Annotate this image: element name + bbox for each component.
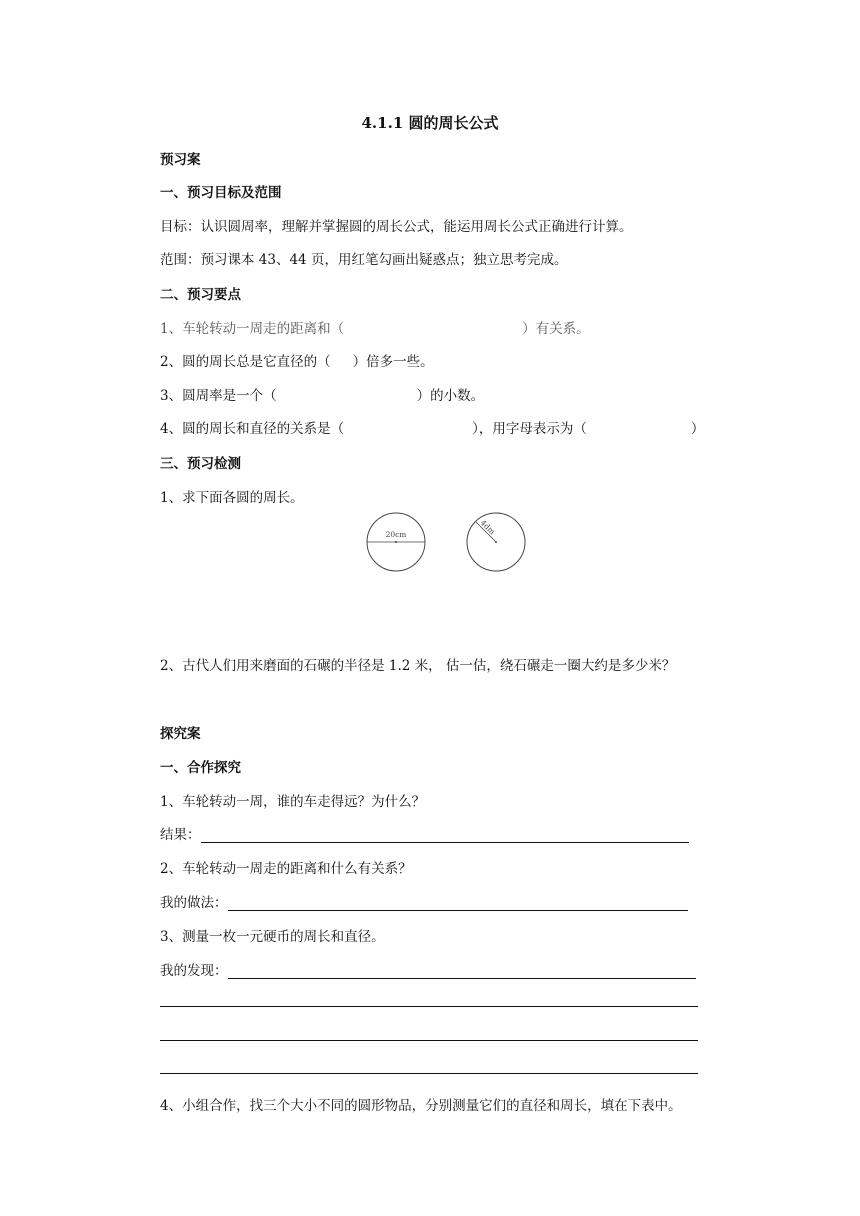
goal-text: 目标：认识圆周率，理解并掌握圆的周长公式，能运用周长公式正确进行计算。 [160,219,633,235]
point-2-prefix: 2、圆的周长总是它直径的（ [160,354,331,370]
method-answer-line[interactable] [228,896,688,911]
explore-question-2: 2、车轮转动一周走的距离和什么有关系？ [160,861,412,877]
point-1 [160,317,590,337]
point-2 [160,350,434,370]
point-4 [160,417,704,437]
point-1-suffix: ）有关系。 [522,321,590,337]
explore-heading: 探究案 [160,726,201,742]
section-heading-goals: 一、预习目标及范围 [160,185,282,201]
circle-diameter-figure [367,513,425,571]
method-row [160,891,688,911]
preview-heading: 预习案 [160,152,201,168]
finding-answer-line[interactable] [160,1006,698,1007]
point-3-suffix: ）的小数。 [416,388,485,404]
point-3-prefix: 3、圆周率是一个（ [160,388,277,404]
finding-answer-line[interactable] [160,1040,698,1041]
point-4-middle: ），用字母表示为（ [472,421,587,437]
point-4-prefix: 4、圆的周长和直径的关系是（ [160,421,345,437]
point-3 [160,384,484,404]
finding-row [160,959,696,979]
finding-answer-line[interactable] [228,964,696,979]
method-label: 我的做法： [160,895,228,911]
result-label: 结果： [160,827,201,843]
result-answer-line[interactable] [201,828,689,843]
point-2-suffix: ）倍多一些。 [352,354,434,370]
circle-diameter-label: 20cm [385,530,407,539]
circle-radius-label: 4dm [478,518,497,537]
finding-label: 我的发现： [160,963,228,979]
result-row [160,823,689,843]
section-heading-check: 三、预习检测 [160,456,241,472]
explore-question-3: 3、测量一枚一元硬币的周长和直径。 [160,929,385,945]
point-4-suffix: ） [690,421,705,437]
section-heading-points: 二、预习要点 [160,287,241,303]
scope-text: 范围：预习课本 43、44 页，用红笔勾画出疑惑点；独立思考完成。 [160,252,568,268]
check-question-1: 1、求下面各圆的周长。 [160,490,304,506]
circle-radius-figure [467,513,525,571]
circle-figures [362,508,532,578]
check-question-2: 2、古代人们用来磨面的石碾的半径是 1.2 米， 估一估，绕石碾走一圈大约是多少米？ [160,658,676,674]
section-heading-cooperate: 一、合作探究 [160,760,241,776]
explore-question-4: 4、小组合作，找三个大小不同的圆形物品，分别测量它们的直径和周长，填在下表中。 [160,1098,682,1114]
explore-question-1: 1、车轮转动一周，谁的车走得远？为什么？ [160,794,426,810]
page-title: 4.1.1 圆的周长公式 [361,114,499,132]
finding-answer-line[interactable] [160,1073,698,1074]
point-1-prefix: 1、车轮转动一周走的距离和（ [160,321,345,337]
